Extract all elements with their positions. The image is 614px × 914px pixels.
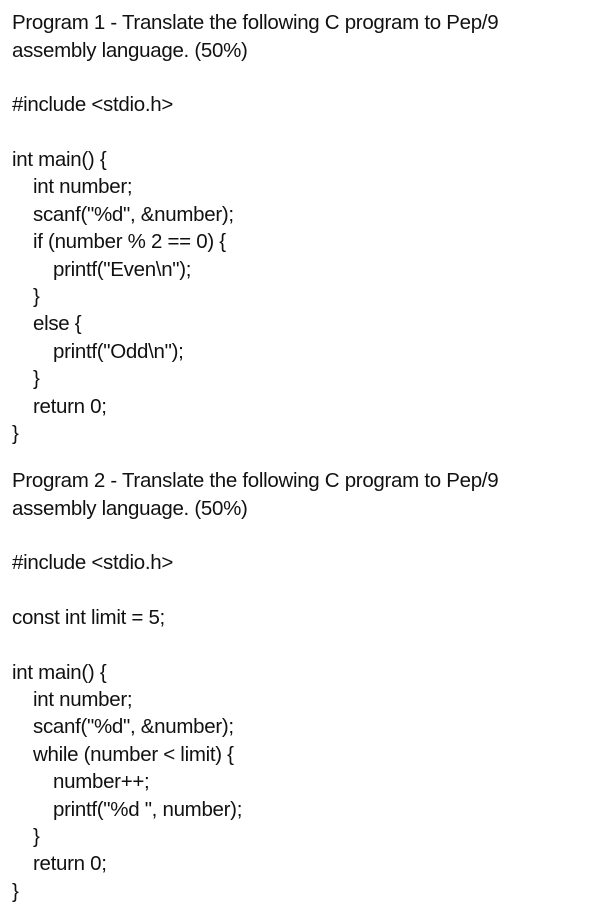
- program2-main-close: }: [12, 880, 19, 903]
- program1-decl: int number;: [33, 175, 133, 198]
- program2-scanf: scanf("%d", &number);: [33, 715, 234, 738]
- program1-printf-even: printf("Even\n");: [53, 258, 192, 281]
- program2-main-open: int main() {: [12, 661, 107, 684]
- program1-else-open: else {: [33, 312, 82, 335]
- program2-printf: printf("%d ", number);: [53, 798, 243, 821]
- program1-printf-odd: printf("Odd\n");: [53, 340, 184, 363]
- program2-while-close: }: [33, 825, 40, 848]
- program1-heading-line2: assembly language. (50%): [12, 39, 248, 62]
- program1-main-close: }: [12, 422, 19, 445]
- program2-increment: number++;: [53, 770, 150, 793]
- program1-scanf: scanf("%d", &number);: [33, 203, 234, 226]
- program2-include: #include <stdio.h>: [12, 551, 174, 574]
- program2-const: const int limit = 5;: [12, 606, 165, 629]
- program2-return: return 0;: [33, 852, 107, 875]
- program1-else-close: }: [33, 367, 40, 390]
- program2-heading-line1: Program 2 - Translate the following C program to Pep/9: [12, 469, 499, 492]
- program1-if-close: }: [33, 285, 40, 308]
- program1-heading-line1: Program 1 - Translate the following C program to Pep/9: [12, 11, 499, 34]
- program2-heading-line2: assembly language. (50%): [12, 497, 248, 520]
- program1-include: #include <stdio.h>: [12, 93, 174, 116]
- program1-return: return 0;: [33, 395, 107, 418]
- program2-decl: int number;: [33, 688, 133, 711]
- program2-while-open: while (number < limit) {: [33, 743, 234, 766]
- program1-main-open: int main() {: [12, 148, 107, 171]
- program1-if-open: if (number % 2 == 0) {: [33, 230, 226, 253]
